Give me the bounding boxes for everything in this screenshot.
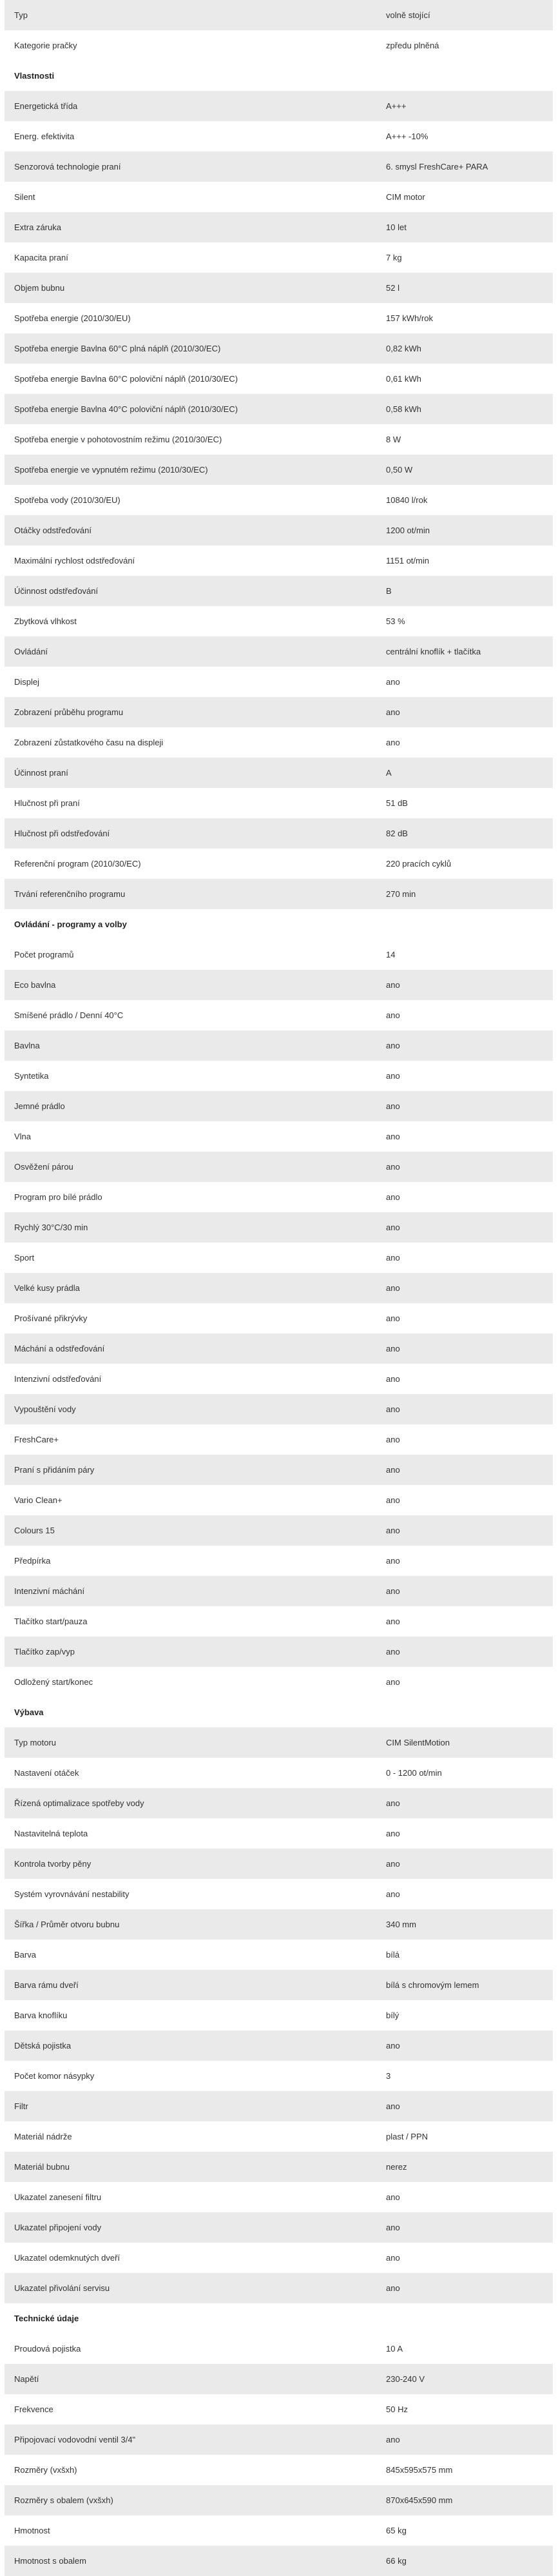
- spec-row: [5, 2394, 553, 2424]
- spec-row: [5, 849, 553, 879]
- spec-label: FreshCare+: [14, 1435, 59, 1444]
- spec-value: 50 Hz: [386, 2404, 408, 2414]
- spec-label: Počet komor násypky: [14, 2071, 95, 2081]
- spec-row: [5, 2061, 553, 2091]
- spec-label: Počet programů: [14, 950, 74, 959]
- spec-row: [5, 2515, 553, 2546]
- spec-label: Program pro bílé prádlo: [14, 1192, 102, 1202]
- spec-value: 0,50 W: [386, 465, 413, 475]
- spec-value: bílá s chromovým lemem: [386, 1980, 479, 1990]
- spec-value: ano: [386, 2223, 400, 2232]
- spec-label: Zobrazení průběhu programu: [14, 707, 124, 717]
- spec-row: [5, 1637, 553, 1667]
- spec-row: [5, 2273, 553, 2303]
- spec-label: Barva: [14, 1950, 36, 1960]
- spec-row: [5, 121, 553, 152]
- spec-label: Typ: [14, 10, 28, 20]
- spec-row: [5, 1546, 553, 1576]
- spec-value: ano: [386, 1010, 400, 1020]
- spec-label: Spotřeba energie ve vypnutém režimu (2010/30/EC): [14, 465, 208, 475]
- spec-label: Ovládání: [14, 647, 48, 656]
- spec-label: Zobrazení zůstatkového času na displeji: [14, 738, 164, 747]
- spec-value: nerez: [386, 2162, 407, 2172]
- spec-value: 8 W: [386, 435, 401, 444]
- spec-row: [5, 333, 553, 364]
- spec-row: [5, 30, 553, 61]
- spec-row: [5, 242, 553, 273]
- spec-label: Máchání a odstřeďování: [14, 1344, 105, 1353]
- spec-value: ano: [386, 2101, 400, 2111]
- spec-row: [5, 1940, 553, 1970]
- spec-row: [5, 1091, 553, 1121]
- spec-row: [5, 2424, 553, 2455]
- spec-row: [5, 818, 553, 849]
- spec-row: [5, 1121, 553, 1152]
- spec-label: Smíšené prádlo / Denní 40°C: [14, 1010, 124, 1020]
- spec-row: [5, 2000, 553, 2030]
- spec-row: [5, 1788, 553, 1818]
- spec-label: Vario Clean+: [14, 1495, 63, 1505]
- spec-label: Silent: [14, 192, 35, 202]
- spec-row: [5, 1394, 553, 1424]
- spec-label: Předpírka: [14, 1556, 51, 1566]
- spec-row: [5, 2182, 553, 2212]
- spec-row: [5, 2212, 553, 2243]
- spec-label: Tlačítko zap/vyp: [14, 1647, 75, 1657]
- spec-value: ano: [386, 677, 400, 687]
- spec-value: ano: [386, 1556, 400, 1566]
- spec-label: Jemné prádlo: [14, 1101, 65, 1111]
- spec-value: ano: [386, 2283, 400, 2293]
- spec-value: ano: [386, 1344, 400, 1353]
- spec-row: [5, 455, 553, 485]
- spec-row: [5, 2030, 553, 2061]
- spec-value: ano: [386, 1313, 400, 1323]
- spec-value: ano: [386, 1162, 400, 1172]
- spec-value: 53 %: [386, 616, 405, 626]
- spec-value: ano: [386, 1526, 400, 1535]
- spec-row: [5, 2334, 553, 2364]
- spec-label: Intenzivní máchání: [14, 1586, 85, 1596]
- spec-row: [5, 1970, 553, 2000]
- spec-value: 10 A: [386, 2344, 403, 2354]
- spec-value: 82 dB: [386, 829, 408, 838]
- section-heading: Technické údaje: [14, 2314, 79, 2323]
- spec-row: [5, 1364, 553, 1394]
- spec-label: Hlučnost při odstřeďování: [14, 829, 110, 838]
- spec-value: ano: [386, 1647, 400, 1657]
- spec-value: 340 mm: [386, 1920, 416, 1929]
- spec-value: A+++: [386, 101, 407, 111]
- spec-label: Energ. efektivita: [14, 132, 75, 141]
- spec-label: Spotřeba energie v pohotovostním režimu (2010/30/EC): [14, 435, 222, 444]
- spec-value: ano: [386, 1495, 400, 1505]
- spec-row: [5, 1758, 553, 1788]
- spec-row: [5, 1061, 553, 1091]
- spec-value: 65 kg: [386, 2526, 407, 2535]
- spec-label: Spotřeba energie Bavlna 40°C poloviční náplň (2010/30/EC): [14, 404, 238, 414]
- spec-value: ano: [386, 1677, 400, 1687]
- spec-value: 0,61 kWh: [386, 374, 421, 384]
- spec-label: Sport: [14, 1253, 35, 1263]
- spec-label: Filtr: [14, 2101, 28, 2111]
- spec-row: [5, 273, 553, 303]
- spec-value: ano: [386, 1404, 400, 1414]
- spec-label: Objem bubnu: [14, 283, 65, 293]
- spec-row: [5, 152, 553, 182]
- spec-label: Vlna: [14, 1132, 32, 1141]
- spec-value: ano: [386, 1617, 400, 1626]
- spec-row: [5, 576, 553, 606]
- spec-label: Eco bavlna: [14, 980, 56, 990]
- spec-label: Kapacita praní: [14, 253, 68, 262]
- spec-row: [5, 1303, 553, 1333]
- spec-value: 220 pracích cyklů: [386, 859, 452, 869]
- spec-row: [5, 424, 553, 455]
- spec-value: 7 kg: [386, 253, 402, 262]
- spec-value: ano: [386, 1829, 400, 1838]
- spec-value: 51 dB: [386, 798, 408, 808]
- spec-row: [5, 1818, 553, 1849]
- spec-row: [5, 2152, 553, 2182]
- spec-value: 0,58 kWh: [386, 404, 421, 414]
- spec-value: zpředu plněná: [386, 41, 439, 50]
- spec-row: [5, 1030, 553, 1061]
- spec-row: [5, 1000, 553, 1030]
- spec-value: ano: [386, 1101, 400, 1111]
- spec-label: Odložený start/konec: [14, 1677, 93, 1687]
- spec-label: Spotřeba energie Bavlna 60°C poloviční náplň (2010/30/EC): [14, 374, 238, 384]
- spec-row: [5, 394, 553, 424]
- spec-row: [5, 1727, 553, 1758]
- spec-row: [5, 636, 553, 667]
- spec-label: Materiál nádrže: [14, 2132, 72, 2141]
- spec-row: [5, 758, 553, 788]
- spec-row: [5, 879, 553, 909]
- spec-value: 10840 l/rok: [386, 495, 428, 505]
- spec-row: [5, 1152, 553, 1182]
- spec-row: [5, 970, 553, 1000]
- spec-row: [5, 546, 553, 576]
- spec-value: 0,82 kWh: [386, 344, 421, 353]
- spec-label: Nastavení otáček: [14, 1768, 79, 1778]
- spec-row: [5, 1243, 553, 1273]
- spec-label: Typ motoru: [14, 1738, 57, 1747]
- spec-value: centrální knoflík + tlačítka: [386, 647, 481, 656]
- section-heading: Výbava: [14, 1707, 44, 1717]
- spec-value: ano: [386, 1889, 400, 1899]
- spec-row: [5, 1182, 553, 1212]
- spec-row: [5, 2091, 553, 2121]
- spec-row: [5, 1273, 553, 1303]
- spec-label: Barva rámu dveří: [14, 1980, 79, 1990]
- spec-label: Šířka / Průměr otvoru bubnu: [14, 1920, 120, 1929]
- spec-label: Hmotnost: [14, 2526, 50, 2535]
- spec-value: ano: [386, 1132, 400, 1141]
- spec-row: [5, 2485, 553, 2515]
- spec-row: [5, 2546, 553, 2576]
- spec-label: Napětí: [14, 2374, 39, 2384]
- spec-row: [5, 1515, 553, 1546]
- spec-row: [5, 1424, 553, 1455]
- spec-value: ano: [386, 1374, 400, 1384]
- spec-row: [5, 1849, 553, 1879]
- spec-row: [5, 2455, 553, 2485]
- spec-label: Osvěžení párou: [14, 1162, 73, 1172]
- spec-label: Ukazatel přivolání servisu: [14, 2283, 110, 2293]
- spec-value: plast / PPN: [386, 2132, 428, 2141]
- spec-label: Praní s přidáním páry: [14, 1465, 95, 1475]
- spec-value: ano: [386, 2041, 400, 2050]
- spec-value: ano: [386, 738, 400, 747]
- spec-label: Spotřeba energie Bavlna 60°C plná náplň (2010/30/EC): [14, 344, 221, 353]
- spec-row: [5, 212, 553, 242]
- spec-label: Ukazatel zanesení filtru: [14, 2192, 102, 2202]
- spec-value: 230-240 V: [386, 2374, 425, 2384]
- spec-row: [5, 2243, 553, 2273]
- spec-row: [5, 0, 553, 30]
- spec-value: ano: [386, 2435, 400, 2444]
- spec-row: [5, 1576, 553, 1606]
- spec-label: Senzorová technologie praní: [14, 162, 121, 172]
- spec-label: Barva knoflíku: [14, 2011, 68, 2020]
- spec-row: [5, 1212, 553, 1243]
- spec-row: [5, 667, 553, 697]
- section-heading: Vlastnosti: [14, 71, 55, 81]
- spec-label: Tlačítko start/pauza: [14, 1617, 88, 1626]
- spec-label: Kategorie pračky: [14, 41, 77, 50]
- section-heading: Ovládání - programy a volby: [14, 919, 127, 929]
- spec-value: ano: [386, 707, 400, 717]
- spec-value: 157 kWh/rok: [386, 313, 433, 323]
- spec-value: 1151 ot/min: [386, 556, 429, 565]
- spec-label: Displej: [14, 677, 40, 687]
- spec-row: [5, 364, 553, 394]
- spec-value: A: [386, 768, 392, 778]
- spec-row: [5, 182, 553, 212]
- spec-row: [5, 788, 553, 818]
- spec-row: [5, 1667, 553, 1697]
- spec-label: Energetická třída: [14, 101, 78, 111]
- spec-value: 870x645x590 mm: [386, 2495, 453, 2505]
- spec-row: [5, 2121, 553, 2152]
- spec-row: [5, 91, 553, 121]
- spec-value: 14: [386, 950, 396, 959]
- spec-label: Prošívané přikrývky: [14, 1313, 88, 1323]
- spec-row: [5, 697, 553, 727]
- spec-value: 845x595x575 mm: [386, 2465, 453, 2475]
- spec-label: Referenční program (2010/30/EC): [14, 859, 141, 869]
- spec-label: Hmotnost s obalem: [14, 2556, 86, 2566]
- spec-row: [5, 727, 553, 758]
- spec-row: [5, 1333, 553, 1364]
- spec-value: ano: [386, 1586, 400, 1596]
- spec-value: 270 min: [386, 889, 416, 899]
- spec-label: Trvání referenčního programu: [14, 889, 126, 899]
- spec-value: ano: [386, 1283, 400, 1293]
- spec-row: [5, 1485, 553, 1515]
- spec-value: ano: [386, 2253, 400, 2263]
- spec-value: 10 let: [386, 222, 407, 232]
- spec-value: A+++ -10%: [386, 132, 428, 141]
- spec-value: ano: [386, 1071, 400, 1081]
- spec-label: Zbytková vlhkost: [14, 616, 77, 626]
- spec-label: Bavlna: [14, 1041, 40, 1050]
- spec-value: ano: [386, 1465, 400, 1475]
- spec-value: 1200 ot/min: [386, 526, 430, 535]
- spec-label: Proudová pojistka: [14, 2344, 81, 2354]
- spec-label: Připojovací vodovodní ventil 3/4": [14, 2435, 136, 2444]
- spec-row: [5, 1606, 553, 1637]
- spec-value: bílý: [386, 2011, 399, 2020]
- spec-label: Kontrola tvorby pěny: [14, 1859, 91, 1869]
- spec-label: Materiál bubnu: [14, 2162, 70, 2172]
- spec-table: [5, 0, 553, 2576]
- spec-value: 66 kg: [386, 2556, 407, 2566]
- spec-row: [5, 1879, 553, 1909]
- spec-value: CIM SilentMotion: [386, 1738, 450, 1747]
- spec-label: Dětská pojistka: [14, 2041, 72, 2050]
- spec-value: ano: [386, 980, 400, 990]
- spec-value: ano: [386, 1223, 400, 1232]
- spec-label: Maximální rychlost odstřeďování: [14, 556, 135, 565]
- spec-row: [5, 515, 553, 546]
- spec-value: 3: [386, 2071, 391, 2081]
- spec-label: Účinnost praní: [14, 768, 68, 778]
- spec-value: ano: [386, 1253, 400, 1263]
- spec-value: bílá: [386, 1950, 399, 1960]
- spec-label: Colours 15: [14, 1526, 55, 1535]
- spec-label: Spotřeba energie (2010/30/EU): [14, 313, 131, 323]
- spec-label: Nastavitelná teplota: [14, 1829, 88, 1838]
- spec-label: Extra záruka: [14, 222, 61, 232]
- spec-value: volně stojící: [386, 10, 430, 20]
- spec-value: ano: [386, 1192, 400, 1202]
- spec-row: [5, 2364, 553, 2394]
- spec-label: Spotřeba vody (2010/30/EU): [14, 495, 120, 505]
- spec-value: ano: [386, 1859, 400, 1869]
- spec-value: ano: [386, 2192, 400, 2202]
- spec-value: 6. smysl FreshCare+ PARA: [386, 162, 488, 172]
- spec-value: CIM motor: [386, 192, 425, 202]
- spec-value: ano: [386, 1041, 400, 1050]
- spec-label: Frekvence: [14, 2404, 53, 2414]
- spec-row: [5, 1455, 553, 1485]
- spec-label: Řízená optimalizace spotřeby vody: [14, 1798, 144, 1808]
- spec-label: Ukazatel odemknutých dveří: [14, 2253, 120, 2263]
- spec-label: Intenzivní odstřeďování: [14, 1374, 102, 1384]
- spec-label: Ukazatel připojení vody: [14, 2223, 102, 2232]
- spec-label: Rychlý 30°C/30 min: [14, 1223, 88, 1232]
- spec-row: [5, 485, 553, 515]
- spec-value: 52 l: [386, 283, 399, 293]
- spec-value: B: [386, 586, 392, 596]
- spec-label: Velké kusy prádla: [14, 1283, 80, 1293]
- spec-label: Rozměry (vxšxh): [14, 2465, 77, 2475]
- spec-label: Systém vyrovnávání nestability: [14, 1889, 130, 1899]
- spec-label: Účinnost odstřeďování: [14, 586, 99, 596]
- spec-label: Rozměry s obalem (vxšxh): [14, 2495, 113, 2505]
- spec-row: [5, 303, 553, 333]
- spec-row: [5, 606, 553, 636]
- spec-label: Syntetika: [14, 1071, 49, 1081]
- spec-label: Hlučnost při praní: [14, 798, 80, 808]
- spec-row: [5, 1909, 553, 1940]
- spec-value: ano: [386, 1435, 400, 1444]
- spec-label: Vypouštění vody: [14, 1404, 76, 1414]
- spec-row: [5, 939, 553, 970]
- spec-label: Otáčky odstřeďování: [14, 526, 91, 535]
- spec-value: ano: [386, 1798, 400, 1808]
- spec-value: 0 - 1200 ot/min: [386, 1768, 442, 1778]
